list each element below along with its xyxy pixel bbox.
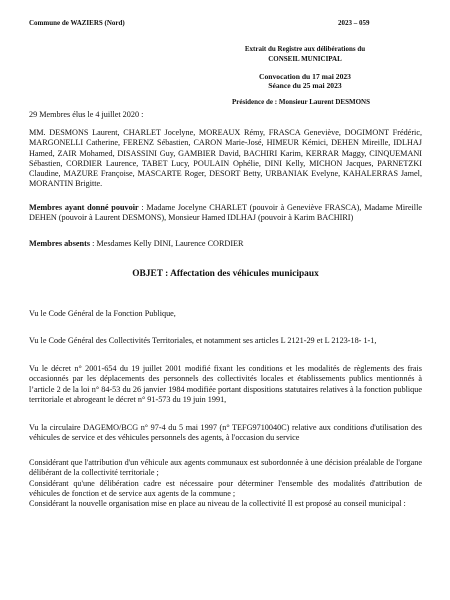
members-intro: 29 Membres élus le 4 juillet 2020 : (29, 110, 144, 119)
object-title: OBJET : Affectation des véhicules municipaux (132, 269, 319, 279)
registry-extract-line: Extrait du Registre aux délibérations du (244, 45, 366, 53)
paragraph-considerant-attribution: Considérant que l'attribution d'un véhicule aux agents communaux est subordonnée à une décision préalable de l'organe délibérant de la collectivité territoriale ; (29, 458, 422, 478)
convocation-date: Convocation du 17 mai 2023 (259, 72, 351, 81)
commune-header: Commune de WAZIERS (Nord) (29, 19, 125, 27)
paragraph-decret: Vu le décret n° 2001-654 du 19 juillet 2001 modifié fixant les conditions et les modalités de règlements des frais occasionnés par les déplacements des personnels des collectivités locales et établissements publics mentionnés à l’article 2 de la loi n° 84-53 du 26 janvier 1984 modifiée portant dispositions statutaires relatives à la fonction publique territoriale et abrogeant le décret n° 91-573 du 19 juin 1991, (29, 364, 422, 404)
paragraph-cgct: Vu le Code Général des Collectivités Territoriales, et notamment ses articles L 2121-29 et L 2123-18- 1-1, (29, 336, 377, 345)
paragraph-considerant-deliberation: Considérant qu'une délibération cadre est nécessaire pour déterminer l'ensemble des modalités d'attribution de véhicules de fonction et de service aux agents de la commune ; (29, 478, 422, 498)
absent-members (29, 239, 422, 249)
absent-members-label: Membres absents (29, 239, 91, 248)
deliberation-reference: 2023 – 059 (338, 19, 370, 27)
paragraph-circulaire: Vu la circulaire DAGEMO/BCG n° 97-4 du 5 mai 1997 (n° TEFG9710040C) relative aux conditions d'utilisation des véhicules de service et des véhicules personnels des agents, à l'occasion du service (29, 423, 422, 443)
paragraph-considerant-organisation: Considérant la nouvelle organisation mise en place au niveau de la collectivité Il est proposé au conseil municipal : (29, 499, 406, 509)
paragraph-fonction-publique: Vu le Code Général de la Fonction Publique, (29, 309, 176, 318)
proxy-members-label: Membres ayant donné pouvoir (29, 203, 139, 212)
presidency: Présidence de : Monsieur Laurent DESMONS (232, 98, 370, 106)
members-list: MM. DESMONS Laurent, CHARLET Jocelyne, MOREAUX Rémy, FRASCA Geneviève, DOGIMONT Frédéric, MARGONELLI Catherine, FERENZ Sébastien, CARON Marie-José, HIMEUR Kémici, DEHEN Mireille, IDLHAJ Hamed, ZAIR Mohamed, DISASSINI Guy, GAMBIER David, BACHIRI Karim, KERRAR Maggy, CINQUEMANI Sébastien, CORDIER Laurence, TABET Lucy, POULAIN Ophélie, DINI Kelly, MICHON Jacques, PARNETZKI Claudine, MAZURE Françoise, MASCARTE Roger, DESORT Betty, URBANIAK Evelyne, KAHALERRAS Jamel, MORANTIN Brigitte. (29, 128, 422, 189)
proxy-members (29, 203, 422, 224)
absent-members-text: : Mesdames Kelly DINI, Laurence CORDIER (90, 239, 244, 248)
council-title: CONSEIL MUNICIPAL (268, 55, 342, 63)
session-date: Séance du 25 mai 2023 (268, 81, 342, 90)
proxy-members-text: : Madame Jocelyne CHARLET (pouvoir à Geneviève FRASCA), Madame Mireille DEHEN (pouvoir à Laurent DESMONS), Monsieur Hamed IDLHAJ (pouvoir à Karim BACHIRI) (29, 203, 422, 223)
